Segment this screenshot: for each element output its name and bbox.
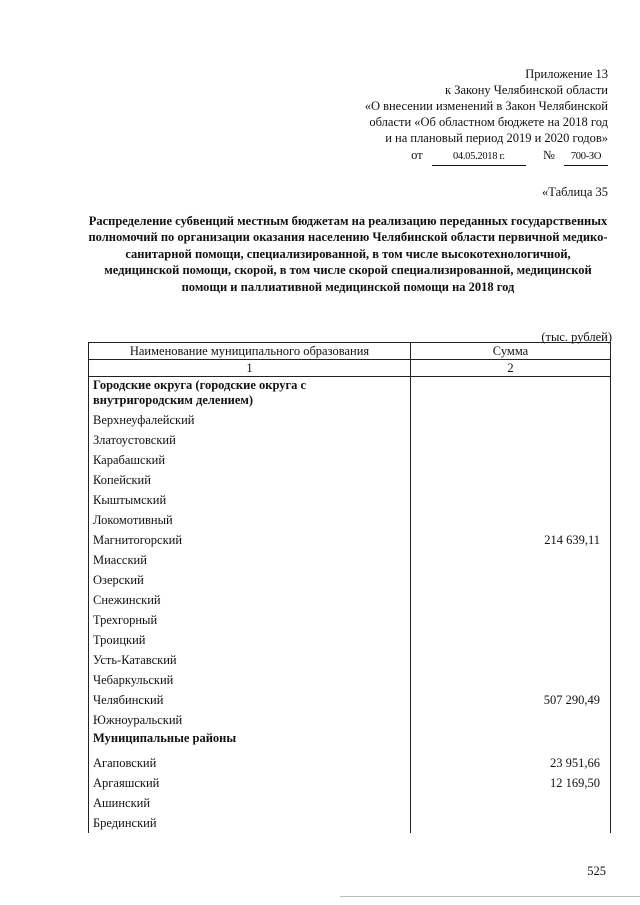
subvention-amount [411, 590, 611, 610]
table-row [89, 430, 611, 450]
subvention-amount [411, 650, 611, 670]
subvention-amount: 23 951,66 [411, 753, 611, 773]
subvention-amount: 507 290,49 [411, 690, 611, 710]
table-row [89, 510, 611, 530]
municipality-name: Аргаяшский [89, 773, 411, 793]
column-number: 2 [411, 360, 611, 377]
appendix-line: области «Об областном бюджете на 2018 год [369, 115, 608, 129]
table-reference: «Таблица 35 [542, 185, 608, 199]
subvention-amount [411, 377, 611, 411]
table-row [89, 670, 611, 690]
subvention-amount [411, 550, 611, 570]
table-row [89, 470, 611, 490]
municipality-name: Магнитогорский [89, 530, 411, 550]
municipality-name: Копейский [89, 470, 411, 490]
appendix-line: и на плановый период 2019 и 2020 годов» [385, 131, 608, 145]
subvention-amount [411, 490, 611, 510]
table-row [89, 630, 611, 650]
table-header-row [89, 343, 611, 360]
subvention-amount [411, 410, 611, 430]
municipality-name: Челябинский [89, 690, 411, 710]
municipality-name: Городские округа (городские округа с внутригородским делением) [89, 377, 411, 411]
subvention-amount [411, 730, 611, 753]
municipality-name: Южноуральский [89, 710, 411, 730]
subvention-amount [411, 430, 611, 450]
table-row [89, 530, 611, 550]
municipality-name: Агаповский [89, 753, 411, 773]
column-header-name: Наименование муниципального образования [89, 343, 411, 360]
subvention-table [88, 342, 610, 833]
subvention-amount: 12 169,50 [411, 773, 611, 793]
table-row [89, 570, 611, 590]
municipality-name: Златоустовский [89, 430, 411, 450]
subvention-amount [411, 710, 611, 730]
table-row [89, 410, 611, 430]
municipality-name: Брединский [89, 813, 411, 833]
ref-date: 04.05.2018 г. [432, 149, 526, 166]
subvention-amount [411, 813, 611, 833]
appendix-line: «О внесении изменений в Закон Челябинской [364, 99, 608, 113]
table-group-row [89, 730, 611, 753]
scan-edge-line [340, 896, 640, 897]
appendix-line: к Закону Челябинской области [445, 83, 608, 97]
municipality-name: Верхнеуфалейский [89, 410, 411, 430]
municipality-name: Чебаркульский [89, 670, 411, 690]
table-row [89, 813, 611, 833]
municipality-name: Трехгорный [89, 610, 411, 630]
subvention-amount [411, 610, 611, 630]
table-row [89, 793, 611, 813]
municipality-name: Ашинский [89, 793, 411, 813]
table-row [89, 610, 611, 630]
column-number-row [89, 360, 611, 377]
column-number: 1 [89, 360, 411, 377]
table-body [89, 377, 611, 834]
subvention-amount [411, 450, 611, 470]
ref-from-label: от [411, 148, 423, 162]
subvention-amount [411, 510, 611, 530]
appendix-line: Приложение 13 [525, 67, 608, 81]
subvention-amount [411, 630, 611, 650]
table-group-row [89, 377, 611, 411]
table-row [89, 490, 611, 510]
table-row [89, 650, 611, 670]
table-row [89, 773, 611, 793]
municipality-name: Миасский [89, 550, 411, 570]
table-row [89, 550, 611, 570]
table-row [89, 710, 611, 730]
subvention-amount [411, 570, 611, 590]
subvention-amount [411, 670, 611, 690]
municipality-name: Локомотивный [89, 510, 411, 530]
municipality-name: Муниципальные районы [89, 730, 411, 753]
table-row [89, 753, 611, 773]
municipality-name: Карабашский [89, 450, 411, 470]
document-title: Распределение субвенций местным бюджетам на реализацию переданных государственных полномочий по организации оказания населению Челябинской области первичной медико-санитарной помощи, специализированной, в том числе высокотехнологичной, медицинской помощи, скорой, в том числе скорой специализированной, медицинской помощи и паллиативной медицинской помощи на 2018 год [88, 214, 608, 294]
municipality-name: Троицкий [89, 630, 411, 650]
law-reference [278, 147, 608, 166]
appendix-header [278, 66, 608, 166]
municipality-name: Усть-Катавский [89, 650, 411, 670]
municipality-name: Снежинский [89, 590, 411, 610]
ref-number: 700-ЗО [564, 149, 608, 166]
table-row [89, 690, 611, 710]
municipality-name: Кыштымский [89, 490, 411, 510]
municipality-name: Озерский [89, 570, 411, 590]
table-row [89, 450, 611, 470]
page-number: 525 [587, 864, 606, 878]
subvention-amount [411, 470, 611, 490]
table-row [89, 590, 611, 610]
units-label: (тыс. рублей) [541, 330, 612, 344]
ref-number-label: № [542, 148, 555, 162]
subvention-amount: 214 639,11 [411, 530, 611, 550]
column-header-sum: Сумма [411, 343, 611, 360]
subvention-amount [411, 793, 611, 813]
